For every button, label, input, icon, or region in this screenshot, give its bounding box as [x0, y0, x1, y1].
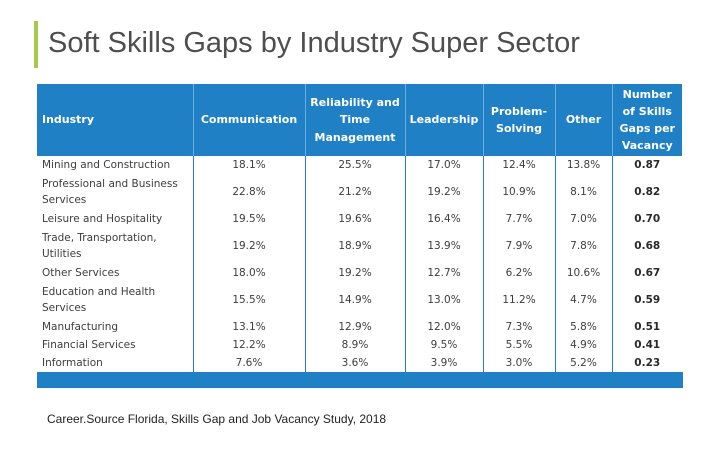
cell-problem-solving: 7.3% — [483, 318, 555, 336]
cell-leadership: 9.5% — [405, 336, 483, 354]
cell-other: 13.8% — [555, 156, 612, 174]
skills-gap-table — [37, 84, 683, 388]
cell-other: 4.7% — [555, 282, 612, 318]
cell-communication: 19.5% — [193, 210, 305, 228]
cell-problem-solving: 7.9% — [483, 228, 555, 264]
table-footer-bar — [37, 372, 682, 388]
footer-cell — [555, 372, 612, 388]
column-header-reliability: Reliability and Time Management — [305, 84, 405, 156]
cell-reliability: 18.9% — [305, 228, 405, 264]
cell-gaps-per-vacancy: 0.82 — [634, 185, 661, 198]
footer-cell — [612, 372, 682, 388]
table-row — [37, 264, 682, 282]
cell-reliability: 12.9% — [305, 318, 405, 336]
table-row — [37, 174, 682, 210]
source-citation: Career.Source Florida, Skills Gap and Job Vacancy Study, 2018 — [47, 412, 387, 426]
column-header-problem-solving: Problem-Solving — [483, 84, 555, 156]
cell-reliability: 19.6% — [305, 210, 405, 228]
cell-gaps-per-vacancy: 0.51 — [634, 320, 661, 333]
cell-leadership: 17.0% — [405, 156, 483, 174]
footer-cell — [483, 372, 555, 388]
cell-communication: 18.1% — [193, 156, 305, 174]
cell-communication: 22.8% — [193, 174, 305, 210]
cell-leadership: 12.0% — [405, 318, 483, 336]
cell-problem-solving: 7.7% — [483, 210, 555, 228]
cell-industry: Other Services — [37, 264, 193, 282]
cell-communication: 7.6% — [193, 354, 305, 372]
column-header-communication: Communication — [193, 84, 305, 156]
cell-other: 5.8% — [555, 318, 612, 336]
cell-other: 5.2% — [555, 354, 612, 372]
cell-leadership: 13.0% — [405, 282, 483, 318]
cell-problem-solving: 6.2% — [483, 264, 555, 282]
footer-cell — [37, 372, 193, 388]
cell-problem-solving: 3.0% — [483, 354, 555, 372]
cell-gaps-per-vacancy: 0.23 — [634, 356, 661, 369]
column-header-leadership: Leadership — [405, 84, 483, 156]
cell-problem-solving: 11.2% — [483, 282, 555, 318]
cell-industry: Information — [37, 354, 193, 372]
cell-reliability: 19.2% — [305, 264, 405, 282]
table-row — [37, 210, 682, 228]
cell-other: 10.6% — [555, 264, 612, 282]
cell-other: 4.9% — [555, 336, 612, 354]
cell-gaps-per-vacancy: 0.59 — [634, 293, 661, 306]
cell-communication: 15.5% — [193, 282, 305, 318]
cell-problem-solving: 5.5% — [483, 336, 555, 354]
cell-communication: 12.2% — [193, 336, 305, 354]
cell-communication: 19.2% — [193, 228, 305, 264]
table-row — [37, 354, 682, 372]
cell-gaps-per-vacancy: 0.87 — [634, 158, 661, 171]
table-row — [37, 318, 682, 336]
table-row — [37, 228, 682, 264]
cell-gaps-per-vacancy: 0.70 — [634, 212, 661, 225]
title-accent-bar — [34, 21, 38, 68]
cell-industry: Leisure and Hospitality — [37, 210, 193, 228]
cell-leadership: 3.9% — [405, 354, 483, 372]
cell-industry: Mining and Construction — [37, 156, 193, 174]
cell-reliability: 3.6% — [305, 354, 405, 372]
page-title: Soft Skills Gaps by Industry Super Sector — [48, 27, 580, 59]
cell-industry: Education and Health Services — [37, 282, 193, 318]
footer-cell — [305, 372, 405, 388]
cell-gaps-per-vacancy: 0.67 — [634, 266, 661, 279]
cell-industry: Trade, Transportation, Utilities — [37, 228, 193, 264]
cell-reliability: 8.9% — [305, 336, 405, 354]
cell-problem-solving: 10.9% — [483, 174, 555, 210]
cell-other: 7.8% — [555, 228, 612, 264]
column-header-other: Other — [555, 84, 612, 156]
cell-reliability: 21.2% — [305, 174, 405, 210]
cell-problem-solving: 12.4% — [483, 156, 555, 174]
cell-leadership: 13.9% — [405, 228, 483, 264]
table-row — [37, 282, 682, 318]
cell-industry: Manufacturing — [37, 318, 193, 336]
cell-other: 8.1% — [555, 174, 612, 210]
cell-communication: 18.0% — [193, 264, 305, 282]
column-header-industry: Industry — [37, 84, 193, 156]
footer-cell — [193, 372, 305, 388]
table-row — [37, 336, 682, 354]
cell-other: 7.0% — [555, 210, 612, 228]
cell-industry: Professional and Business Services — [37, 174, 193, 210]
cell-communication: 13.1% — [193, 318, 305, 336]
table-header-row — [37, 84, 682, 156]
cell-leadership: 16.4% — [405, 210, 483, 228]
cell-leadership: 19.2% — [405, 174, 483, 210]
footer-cell — [405, 372, 483, 388]
cell-gaps-per-vacancy: 0.41 — [634, 338, 661, 351]
cell-industry: Financial Services — [37, 336, 193, 354]
column-header-gaps-per-vacancy: Number of Skills Gaps per Vacancy — [612, 84, 682, 156]
cell-leadership: 12.7% — [405, 264, 483, 282]
cell-gaps-per-vacancy: 0.68 — [634, 239, 661, 252]
cell-reliability: 25.5% — [305, 156, 405, 174]
cell-reliability: 14.9% — [305, 282, 405, 318]
table-row — [37, 156, 682, 174]
